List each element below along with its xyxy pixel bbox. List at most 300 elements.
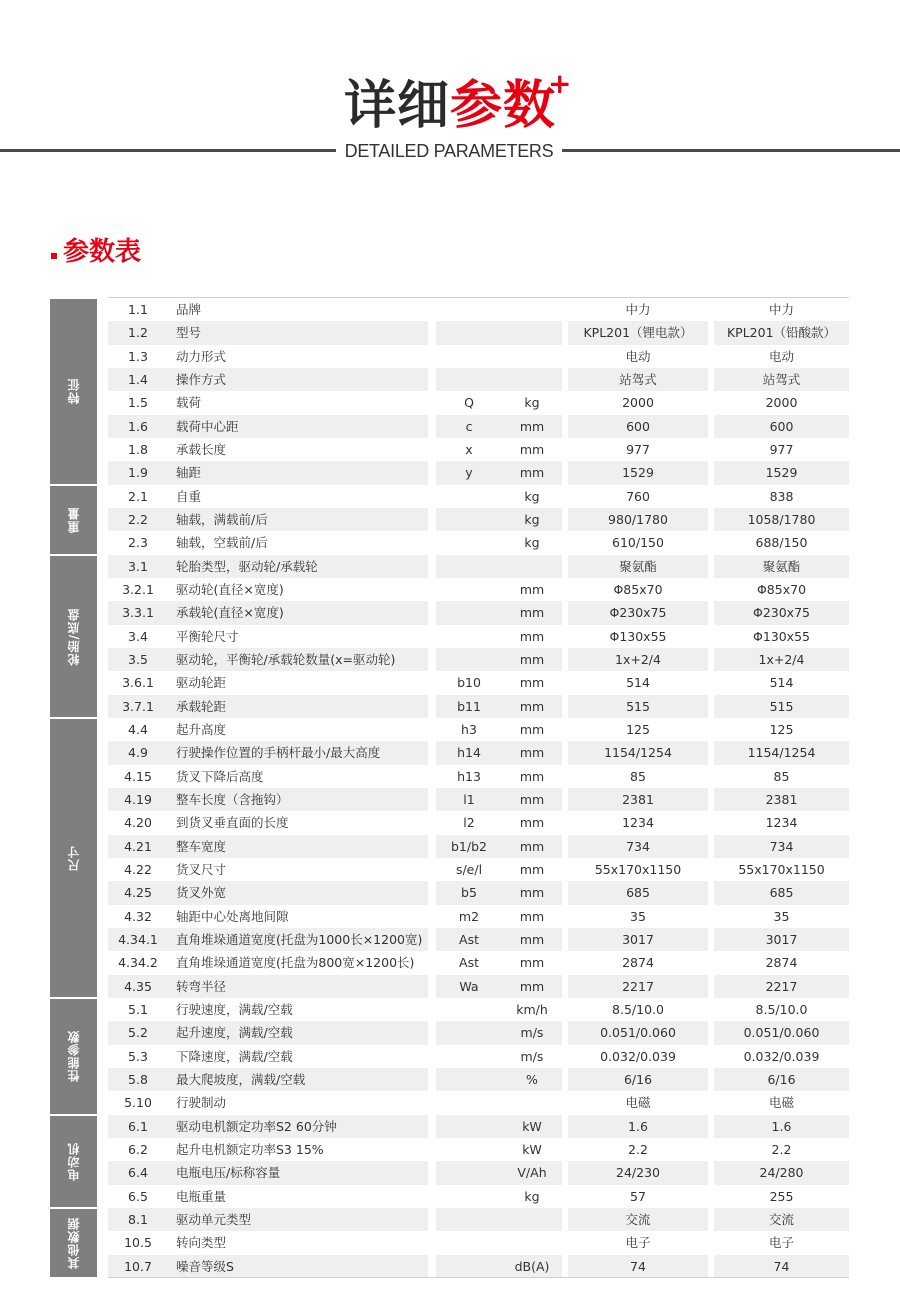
- cell-unit: mm: [502, 415, 562, 438]
- cell-value-lead-acid: 600: [714, 415, 849, 438]
- cell-symbol: b11: [436, 695, 502, 718]
- cell-name: 品牌: [176, 302, 202, 317]
- table-row: [108, 415, 849, 438]
- section-title: 参数表: [63, 237, 142, 267]
- cell-name: 到货叉垂直面的长度: [176, 815, 289, 831]
- cell-number: 4.32: [124, 908, 152, 924]
- group-label-block: [50, 1209, 97, 1277]
- cell-value-lead-acid: KPL201（铅酸款）: [714, 321, 849, 344]
- cell-number: 6.2: [128, 1141, 148, 1157]
- cell-name: 行驶操作位置的手柄杆最小/最大高度: [168, 741, 428, 764]
- cell-unit: V/Ah: [502, 1161, 562, 1184]
- cell-unit: [502, 1231, 562, 1254]
- cell-value-lithium: 3017: [568, 928, 708, 951]
- cell-symbol: c: [436, 415, 502, 438]
- table-row: [108, 345, 849, 368]
- cell-unit: m/s: [502, 1021, 562, 1044]
- cell-symbol: Q: [464, 395, 474, 411]
- cell-symbol: x: [465, 441, 473, 457]
- cell-value-lead-acid: 2217: [714, 975, 849, 998]
- cell-value-lead-acid: 聚氨酯: [714, 555, 849, 578]
- group-label-block: [50, 299, 97, 484]
- cell-name: 承载轮距: [168, 695, 428, 718]
- cell-symbol: [436, 1021, 502, 1044]
- table-row: [108, 1068, 849, 1091]
- table-row: [108, 368, 849, 391]
- table-row: [108, 1185, 849, 1208]
- cell-value-lithium: 515: [568, 695, 708, 718]
- cell-name: 驱动轮距: [176, 675, 227, 691]
- table-row: [108, 905, 849, 928]
- cell-symbol: [436, 1231, 502, 1254]
- cell-number: 4.22: [124, 861, 152, 877]
- cell-value-lead-acid: 2.2: [771, 1141, 792, 1157]
- group-label: 性能参数: [67, 1030, 81, 1083]
- cell-value-lead-acid: 255: [769, 1188, 794, 1204]
- cell-value-lead-acid: 电子: [768, 1235, 794, 1251]
- group-label: 电动机: [67, 1141, 81, 1181]
- cell-value-lead-acid: 24/280: [714, 1161, 849, 1184]
- cell-number: 2.2: [108, 508, 168, 531]
- cell-symbol: b5: [436, 881, 502, 904]
- table-row: [108, 391, 849, 414]
- cell-value-lead-acid: 电动: [768, 348, 794, 364]
- table-row: [108, 625, 849, 648]
- cell-name: 最大爬坡度，满载/空载: [168, 1068, 428, 1091]
- cell-name: 起升电机额定功率S3 15%: [176, 1141, 324, 1157]
- table-row: [108, 1091, 849, 1114]
- cell-value-lead-acid: 85: [773, 768, 790, 784]
- cell-unit: [502, 555, 562, 578]
- table-row: [108, 321, 849, 344]
- cell-symbol: Ast: [436, 928, 502, 951]
- cell-number: 5.3: [128, 1048, 148, 1064]
- cell-number: 4.35: [108, 975, 168, 998]
- cell-symbol: b1/b2: [436, 835, 502, 858]
- cell-value-lithium: 6/16: [568, 1068, 708, 1091]
- cell-value-lead-acid: 55x170x1150: [738, 861, 825, 877]
- group-label-block: [50, 719, 97, 997]
- table-row: [108, 578, 849, 601]
- cell-symbol: h14: [436, 741, 502, 764]
- cell-number: 8.1: [108, 1208, 168, 1231]
- cell-value-lithium: 电磁: [625, 1095, 651, 1111]
- cell-name: 驱动电机额定功率S2 60分钟: [168, 1115, 428, 1138]
- cell-value-lead-acid: 8.5/10.0: [755, 1001, 808, 1017]
- cell-unit: mm: [519, 581, 545, 597]
- cell-symbol: [436, 1161, 502, 1184]
- cell-value-lithium: 1.6: [568, 1115, 708, 1138]
- table-row: [108, 601, 849, 624]
- cell-unit: mm: [519, 441, 545, 457]
- cell-name: 转弯半径: [168, 975, 428, 998]
- cell-value-lithium: 125: [626, 721, 650, 737]
- table-row: [108, 1208, 849, 1231]
- cell-unit: kg: [524, 1188, 540, 1204]
- cell-unit: kg: [524, 395, 540, 411]
- cell-value-lithium: 734: [568, 835, 708, 858]
- cell-value-lithium: 74: [568, 1255, 708, 1278]
- table-row: [108, 485, 849, 508]
- cell-name: 起升高度: [176, 721, 227, 737]
- group-label: 其他数据: [67, 1216, 81, 1269]
- cell-value-lead-acid: 1234: [765, 815, 798, 831]
- cell-value-lead-acid: 1x+2/4: [714, 648, 849, 671]
- cell-symbol: [436, 345, 502, 368]
- cell-number: 3.4: [128, 628, 148, 644]
- cell-value-lead-acid: 838: [769, 488, 794, 504]
- cell-unit: [502, 298, 562, 321]
- table-row: [108, 811, 849, 834]
- cell-number: 1.1: [128, 302, 148, 317]
- table-row: [108, 765, 849, 788]
- cell-value-lithium: 24/230: [568, 1161, 708, 1184]
- cell-symbol: [436, 531, 502, 554]
- cell-symbol: h3: [461, 721, 477, 737]
- cell-unit: mm: [519, 815, 545, 831]
- cell-name: 直角堆垛通道宽度(托盘为800宽×1200长): [176, 955, 415, 971]
- cell-unit: mm: [502, 975, 562, 998]
- cell-value-lithium: 85: [630, 768, 646, 784]
- group-label-block: [50, 556, 97, 717]
- cell-number: 1.3: [128, 348, 148, 364]
- cell-value-lithium: 760: [626, 488, 650, 504]
- cell-symbol: [436, 648, 502, 671]
- cell-name: 平衡轮尺寸: [176, 628, 239, 644]
- cell-name: 电瓶重量: [176, 1188, 227, 1204]
- cell-value-lead-acid: 35: [773, 908, 790, 924]
- cell-unit: mm: [502, 928, 562, 951]
- table-row: [108, 438, 849, 461]
- table-row: [108, 1115, 849, 1138]
- cell-value-lithium: 2000: [622, 395, 654, 411]
- cell-symbol: l1: [436, 788, 502, 811]
- cell-symbol: [436, 485, 502, 508]
- table-row: [108, 881, 849, 904]
- cell-value-lithium: 55x170x1150: [594, 861, 682, 877]
- cell-value-lithium: 980/1780: [568, 508, 708, 531]
- table-row: [108, 788, 849, 811]
- cell-unit: kg: [524, 535, 540, 551]
- cell-name: 轴载，空载前/后: [176, 535, 268, 551]
- table-row: [108, 1045, 849, 1068]
- cell-value-lead-acid: 1.6: [714, 1115, 849, 1138]
- cell-value-lithium: 电动: [625, 348, 651, 364]
- cell-number: 6.4: [108, 1161, 168, 1184]
- cell-number: 4.25: [108, 881, 168, 904]
- cell-name: 整车宽度: [168, 835, 428, 858]
- group-label: 特征: [67, 378, 81, 405]
- cell-value-lithium: 1529: [568, 461, 708, 484]
- cell-value-lithium: 聚氨酯: [568, 555, 708, 578]
- group-label-block: [50, 486, 97, 554]
- cell-unit: %: [502, 1068, 562, 1091]
- cell-number: 3.6.1: [122, 675, 154, 691]
- cell-unit: mm: [519, 721, 545, 737]
- cell-symbol: s/e/l: [455, 861, 483, 877]
- cell-unit: kW: [522, 1141, 542, 1157]
- cell-value-lead-acid: Φ85x70: [756, 581, 807, 597]
- cell-value-lead-acid: 2381: [714, 788, 849, 811]
- cell-number: 1.2: [108, 321, 168, 344]
- table-row: [108, 928, 849, 951]
- cell-symbol: y: [436, 461, 502, 484]
- cell-value-lead-acid: 685: [714, 881, 849, 904]
- cell-value-lead-acid: 3017: [714, 928, 849, 951]
- cell-unit: mm: [502, 788, 562, 811]
- table-row: [108, 298, 849, 321]
- cell-unit: mm: [502, 741, 562, 764]
- cell-unit: [502, 1208, 562, 1231]
- cell-value-lead-acid: 0.051/0.060: [714, 1021, 849, 1044]
- cell-number: 5.10: [124, 1095, 152, 1111]
- cell-name: 货叉外宽: [168, 881, 428, 904]
- cell-value-lithium: 2.2: [628, 1141, 648, 1157]
- cell-value-lead-acid: 站驾式: [714, 368, 849, 391]
- cell-number: 1.9: [108, 461, 168, 484]
- cell-value-lead-acid: 电磁: [768, 1095, 794, 1111]
- cell-unit: mm: [519, 861, 545, 877]
- cell-symbol: [436, 298, 502, 321]
- cell-unit: [502, 345, 562, 368]
- cell-name: 动力形式: [176, 348, 227, 364]
- cell-number: 3.3.1: [108, 601, 168, 624]
- table-row: [108, 858, 849, 881]
- cell-symbol: [436, 321, 502, 344]
- cell-number: 4.4: [128, 721, 148, 737]
- cell-name: 驱动单元类型: [168, 1208, 428, 1231]
- cell-value-lithium: Φ230x75: [568, 601, 708, 624]
- cell-number: 5.2: [108, 1021, 168, 1044]
- cell-symbol: [436, 1138, 502, 1161]
- cell-name: 转向类型: [176, 1235, 227, 1251]
- cell-unit: km/h: [516, 1001, 548, 1017]
- cell-value-lithium: 610/150: [612, 535, 664, 551]
- cell-name: 货叉下降后高度: [176, 768, 264, 784]
- page-subtitle: DETAILED PARAMETERS: [344, 141, 554, 161]
- table-row: [108, 1138, 849, 1161]
- cell-unit: mm: [502, 881, 562, 904]
- cell-symbol: Wa: [436, 975, 502, 998]
- cell-number: 4.20: [124, 815, 152, 831]
- cell-name: 操作方式: [168, 368, 428, 391]
- cell-value-lithium: 685: [568, 881, 708, 904]
- table-bottom-border: [108, 1277, 849, 1278]
- cell-symbol: [436, 998, 502, 1021]
- table-row: [108, 461, 849, 484]
- cell-symbol: l2: [463, 815, 475, 831]
- cell-name: 承载轮(直径×宽度): [168, 601, 428, 624]
- group-label-block: [50, 1116, 97, 1207]
- cell-symbol: [436, 508, 502, 531]
- cell-value-lead-acid: 1154/1254: [714, 741, 849, 764]
- cell-symbol: [436, 1091, 502, 1114]
- group-label-block: [50, 999, 97, 1114]
- cell-name: 轴距: [168, 461, 428, 484]
- cell-value-lithium: 977: [626, 441, 650, 457]
- cell-number: 3.7.1: [108, 695, 168, 718]
- cell-number: 4.19: [108, 788, 168, 811]
- cell-value-lithium: 2874: [622, 955, 654, 971]
- cell-value-lead-acid: 125: [769, 721, 794, 737]
- cell-number: 4.9: [108, 741, 168, 764]
- cell-name: 载荷中心距: [168, 415, 428, 438]
- cell-unit: mm: [519, 628, 545, 644]
- table-row: [108, 975, 849, 998]
- cell-value-lithium: Φ130x55: [609, 628, 667, 644]
- cell-symbol: [436, 1115, 502, 1138]
- cell-unit: mm: [502, 695, 562, 718]
- cell-symbol: m2: [458, 908, 480, 924]
- cell-number: 2.1: [128, 488, 148, 504]
- table-row: [108, 998, 849, 1021]
- cell-value-lead-acid: 2000: [765, 395, 798, 411]
- cell-value-lead-acid: 734: [714, 835, 849, 858]
- group-label: 尺寸: [67, 844, 81, 871]
- cell-value-lead-acid: 515: [714, 695, 849, 718]
- cell-number: 5.1: [128, 1001, 148, 1017]
- cell-value-lead-acid: 1058/1780: [714, 508, 849, 531]
- cell-value-lithium: 1154/1254: [568, 741, 708, 764]
- cell-number: 4.21: [108, 835, 168, 858]
- cell-value-lithium: 0.051/0.060: [568, 1021, 708, 1044]
- cell-name: 轴载，满载前/后: [168, 508, 428, 531]
- table-row: [108, 648, 849, 671]
- table-row: [108, 951, 849, 974]
- cell-value-lithium: 站驾式: [568, 368, 708, 391]
- cell-number: 4.34.2: [118, 955, 158, 971]
- cell-value-lithium: 电子: [625, 1235, 651, 1251]
- cell-value-lithium: 1234: [622, 815, 654, 831]
- cell-value-lead-acid: 1529: [714, 461, 849, 484]
- cell-number: 10.5: [124, 1235, 152, 1251]
- cell-name: 行驶制动: [176, 1095, 227, 1111]
- cell-number: 2.3: [128, 535, 148, 551]
- cell-name: 轮胎类型，驱动轮/承载轮: [168, 555, 428, 578]
- cell-number: 3.5: [108, 648, 168, 671]
- cell-number: 1.6: [108, 415, 168, 438]
- cell-value-lithium: Φ85x70: [613, 581, 663, 597]
- cell-number: 4.15: [124, 768, 152, 784]
- cell-name: 直角堆垛通道宽度(托盘为1000长×1200宽): [168, 928, 428, 951]
- cell-value-lithium: 中力: [625, 302, 651, 317]
- cell-name: 轴距中心处离地间隙: [176, 908, 289, 924]
- cell-value-lead-acid: 688/150: [755, 535, 808, 551]
- title-red: 参数: [450, 76, 557, 136]
- cell-value-lithium: 2217: [568, 975, 708, 998]
- cell-value-lithium: 514: [626, 675, 650, 691]
- table-row: [108, 695, 849, 718]
- table-row: [108, 508, 849, 531]
- group-label: 重量: [67, 506, 81, 533]
- cell-value-lithium: 600: [568, 415, 708, 438]
- cell-symbol: [436, 1068, 502, 1091]
- cell-number: 4.34.1: [108, 928, 168, 951]
- cell-symbol: b10: [457, 675, 481, 691]
- page-title: [0, 67, 900, 138]
- cell-value-lead-acid: Φ130x55: [752, 628, 810, 644]
- divider-right: [562, 149, 900, 152]
- cell-symbol: [436, 625, 502, 648]
- cell-name: 下降速度，满载/空载: [176, 1048, 293, 1064]
- cell-symbol: [436, 555, 502, 578]
- cell-symbol: [436, 601, 502, 624]
- divider-left: [0, 149, 336, 152]
- cell-value-lead-acid: 514: [769, 675, 794, 691]
- cell-value-lithium: 8.5/10.0: [612, 1001, 664, 1017]
- cell-unit: dB(A): [502, 1255, 562, 1278]
- cell-number: 10.7: [108, 1255, 168, 1278]
- cell-name: 自重: [176, 488, 202, 504]
- cell-symbol: [436, 578, 502, 601]
- cell-name: 驱动轮，平衡轮/承载轮数量(x=驱动轮): [168, 648, 428, 671]
- cell-unit: mm: [519, 675, 545, 691]
- cell-value-lithium: 35: [630, 908, 646, 924]
- cell-symbol: [436, 1208, 502, 1231]
- cell-value-lithium: 交流: [568, 1208, 708, 1231]
- cell-symbol: [436, 1185, 502, 1208]
- cell-value-lead-acid: Φ230x75: [714, 601, 849, 624]
- section-bullet-icon: [51, 253, 57, 259]
- cell-name: 噪音等级S: [168, 1255, 428, 1278]
- cell-unit: [502, 321, 562, 344]
- cell-symbol: [436, 368, 502, 391]
- cell-number: 6.5: [128, 1188, 148, 1204]
- cell-unit: kg: [502, 508, 562, 531]
- cell-name: 型号: [168, 321, 428, 344]
- table-row: [108, 1255, 849, 1278]
- cell-number: 1.8: [128, 441, 148, 457]
- cell-value-lead-acid: 0.032/0.039: [743, 1048, 820, 1064]
- cell-value-lithium: 1x+2/4: [568, 648, 708, 671]
- cell-unit: [502, 1091, 562, 1114]
- cell-unit: mm: [502, 461, 562, 484]
- cell-number: 1.5: [128, 395, 148, 411]
- cell-value-lithium: 2381: [568, 788, 708, 811]
- table-row: [108, 835, 849, 858]
- title-black: 详细: [343, 76, 450, 136]
- cell-unit: mm: [502, 601, 562, 624]
- cell-name: 驱动轮(直径×宽度): [176, 581, 284, 597]
- cell-number: 5.8: [108, 1068, 168, 1091]
- cell-unit: mm: [502, 648, 562, 671]
- cell-number: 3.1: [108, 555, 168, 578]
- cell-symbol: [436, 1255, 502, 1278]
- cell-unit: m/s: [520, 1048, 544, 1064]
- cell-symbol: h13: [457, 768, 481, 784]
- cell-name: 承载长度: [176, 441, 227, 457]
- cell-unit: kg: [524, 488, 540, 504]
- cell-value-lithium: 57: [630, 1188, 646, 1204]
- cell-number: 1.4: [108, 368, 168, 391]
- cell-name: 整车长度（含拖钩）: [168, 788, 428, 811]
- cell-number: 3.2.1: [122, 581, 154, 597]
- table-row: [108, 1231, 849, 1254]
- cell-value-lead-acid: 74: [714, 1255, 849, 1278]
- cell-number: 6.1: [108, 1115, 168, 1138]
- table-row: [108, 718, 849, 741]
- cell-value-lead-acid: 977: [769, 441, 794, 457]
- table-row: [108, 741, 849, 764]
- table-row: [108, 555, 849, 578]
- table-row: [108, 1021, 849, 1044]
- cell-value-lithium: KPL201（锂电款）: [568, 321, 708, 344]
- cell-value-lead-acid: 2874: [765, 955, 798, 971]
- cell-name: 行驶速度，满载/空载: [176, 1001, 293, 1017]
- table-row: [108, 671, 849, 694]
- cell-unit: mm: [519, 908, 545, 924]
- cell-name: 电瓶电压/标称容量: [168, 1161, 428, 1184]
